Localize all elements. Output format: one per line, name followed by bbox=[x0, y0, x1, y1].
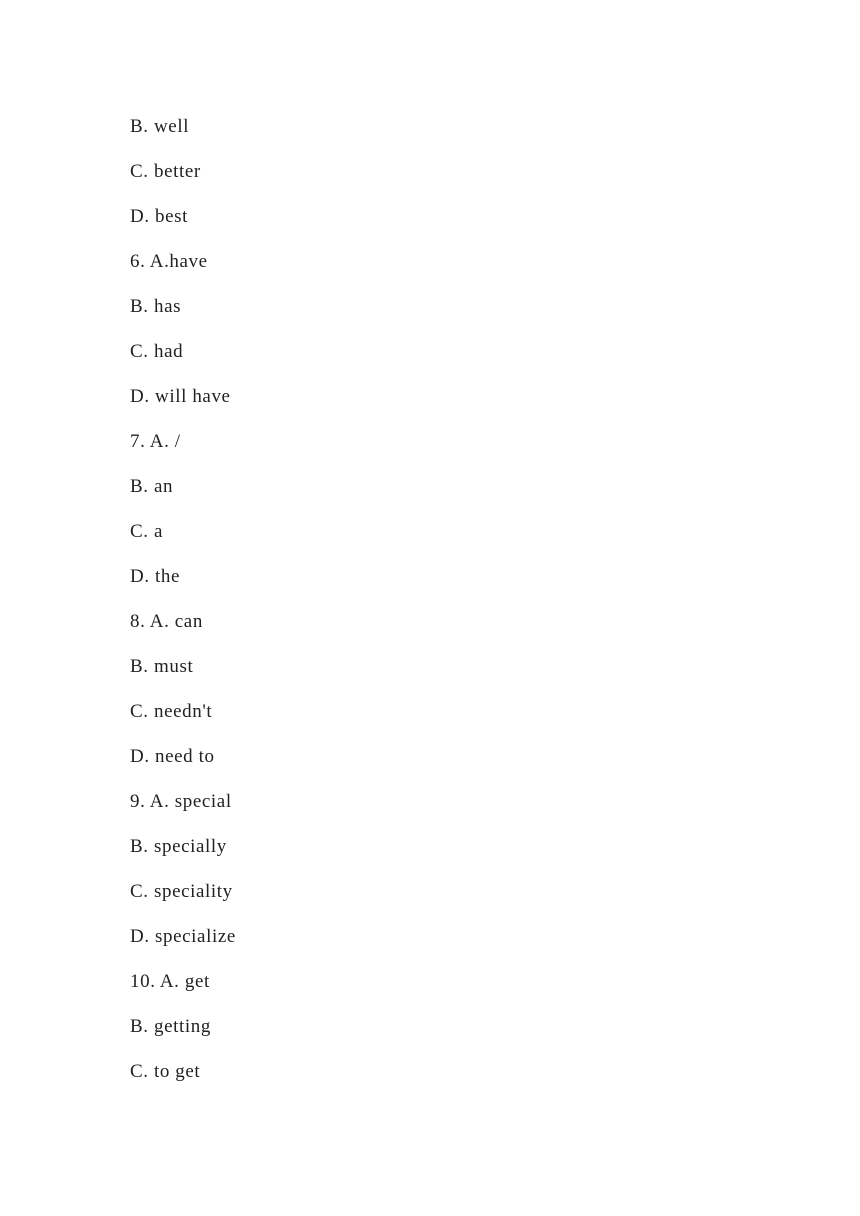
question-line: 6. A.have bbox=[130, 251, 208, 272]
option-line: D. the bbox=[130, 566, 181, 587]
option-line: D. need to bbox=[130, 746, 215, 767]
option-line: B. an bbox=[130, 476, 174, 497]
option-line: D. best bbox=[130, 206, 189, 227]
answer-options-list bbox=[130, 115, 236, 1105]
option-line: C. needn't bbox=[130, 701, 213, 722]
question-line: 7. A. / bbox=[130, 431, 181, 452]
option-line: C. a bbox=[130, 521, 164, 542]
question-line: 8. A. can bbox=[130, 611, 203, 632]
option-line: B. must bbox=[130, 656, 194, 677]
question-line: 10. A. get bbox=[130, 971, 210, 992]
option-line: C. speciality bbox=[130, 881, 233, 902]
option-line: D. specialize bbox=[130, 926, 236, 947]
option-line: C. had bbox=[130, 341, 184, 362]
option-line: B. well bbox=[130, 116, 190, 137]
option-line: C. to get bbox=[130, 1061, 201, 1082]
option-line: B. getting bbox=[130, 1016, 211, 1037]
option-line: B. specially bbox=[130, 836, 227, 857]
option-line: D. will have bbox=[130, 386, 231, 407]
option-line: C. better bbox=[130, 161, 201, 182]
question-line: 9. A. special bbox=[130, 791, 232, 812]
option-line: B. has bbox=[130, 296, 182, 317]
